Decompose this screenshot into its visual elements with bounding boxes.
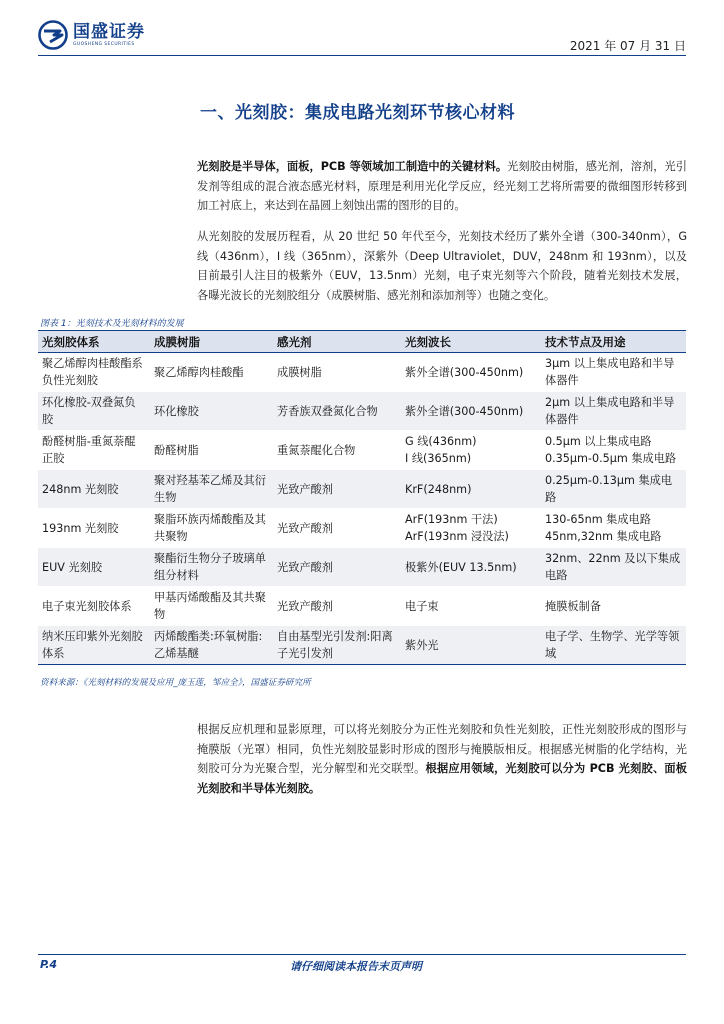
cell-resin: 丙烯酸酯类:环氧树脂:乙烯基醚 — [150, 626, 273, 665]
cell-system: 248nm 光刻胶 — [38, 470, 150, 509]
cell-system: 酚醛树脂-重氮萘醌正胶 — [38, 431, 150, 470]
page-header — [0, 0, 724, 60]
cell-system: EUV 光刻胶 — [38, 548, 150, 587]
table-source: 资料来源：《光刻材料的发展及应用_庞玉莲，邹应全》，国盛证券研究所 — [40, 678, 311, 688]
cell-node-usage: 2μm 以上集成电路和半导体器件 — [541, 392, 686, 431]
cell-wavelength: 紫外全谱(300-450nm) — [401, 392, 541, 431]
col-header-node-usage: 技术节点及用途 — [541, 331, 686, 353]
cell-node-usage: 0.5μm 以上集成电路 0.35μm-0.5μm 集成电路 — [541, 431, 686, 470]
cell-node-usage: 掩膜板制备 — [541, 587, 686, 626]
cell-system: 环化橡胶-双叠氮负胶 — [38, 392, 150, 431]
guosheng-logo-icon — [38, 20, 68, 50]
footer-divider — [38, 954, 686, 955]
col-header-sensitizer: 感光剂 — [273, 331, 401, 353]
cell-resin: 酚醛树脂 — [150, 431, 273, 470]
footer-disclaimer: 请仔细阅读本报告末页声明 — [290, 960, 422, 973]
table-row — [38, 470, 686, 509]
table-body — [38, 353, 686, 665]
cell-resin: 甲基丙烯酸酯及其共聚物 — [150, 587, 273, 626]
table-row — [38, 626, 686, 665]
cell-system: 193nm 光刻胶 — [38, 509, 150, 548]
intro-paragraph — [197, 157, 687, 216]
table-row — [38, 509, 686, 548]
header-divider — [38, 55, 686, 56]
classification-bold-conclusion: 根据应用领域，光刻胶可以分为 PCB 光刻胶、面板光刻胶和半导体光刻胶。 — [197, 762, 687, 795]
cell-sensitizer: 自由基型光引发剂:阳离子光引发剂 — [273, 626, 401, 665]
col-header-resin: 成膜树脂 — [150, 331, 273, 353]
page-number: P.4 — [40, 958, 58, 971]
logo-chinese-name: 国盛证券 — [73, 21, 145, 42]
col-header-system: 光刻胶体系 — [38, 331, 150, 353]
report-date: 2021 年 07 月 31 日 — [569, 39, 686, 53]
cell-wavelength: ArF(193nm 干法) ArF(193nm 浸没法) — [401, 509, 541, 548]
cell-node-usage: 3μm 以上集成电路和半导体器件 — [541, 353, 686, 392]
col-header-wavelength: 光刻波长 — [401, 331, 541, 353]
cell-node-usage: 130-65nm 集成电路 45nm,32nm 集成电路 — [541, 509, 686, 548]
cell-sensitizer: 芳香族双叠氮化合物 — [273, 392, 401, 431]
table-caption: 图表 1：光刻技术及光刻材料的发展 — [40, 319, 184, 329]
cell-system: 纳米压印紫外光刻胶体系 — [38, 626, 150, 665]
table-row — [38, 392, 686, 431]
cell-node-usage: 0.25μm-0.13μm 集成电路 — [541, 470, 686, 509]
cell-wavelength: 紫外光 — [401, 626, 541, 665]
table-row — [38, 353, 686, 392]
logo-english-name: GUOSHENG SECURITIES — [73, 41, 135, 47]
section-title: 一、光刻胶：集成电路光刻环节核心材料 — [200, 103, 515, 123]
cell-wavelength: 紫外全谱(300-450nm) — [401, 353, 541, 392]
cell-resin: 聚酯衍生物分子玻璃单组分材料 — [150, 548, 273, 587]
classification-paragraph — [197, 720, 687, 798]
cell-wavelength: 极紫外(EUV 13.5nm) — [401, 548, 541, 587]
cell-wavelength: KrF(248nm) — [401, 470, 541, 509]
classification-body-text: 根据反应机理和显影原理，可以将光刻胶分为正性光刻胶和负性光刻胶，正性光刻胶形成的图形与掩膜版（光罩）相同，负性光刻胶显影时形成的图形与掩膜版相反。根据感光树脂的化学结构，光刻胶可分为光聚合型，光分解型和光交联型。 — [197, 723, 687, 775]
cell-resin: 聚乙烯醇肉桂酸酯 — [150, 353, 273, 392]
cell-sensitizer: 光致产酸剂 — [273, 548, 401, 587]
cell-sensitizer: 成膜树脂 — [273, 353, 401, 392]
table-header-row — [38, 331, 686, 353]
cell-node-usage: 电子学、生物学、光学等领域 — [541, 626, 686, 665]
table-row — [38, 548, 686, 587]
history-paragraph: 从光刻胶的发展历程看，从 20 世纪 50 年代至今，光刻技术经历了紫外全谱（300-340nm），G 线（436nm），I 线（365nm），深紫外（Deep Ultraviolet，DUV，248nm 和 193nm），以及目前最引人注目的极紫外（EUV，13.5nm）光刻，电子束光刻等六个阶段，随着光刻技术发展，各曝光波长的光刻胶组分（成膜树脂、感光剂和添加剂等）也随之变化。 — [197, 230, 687, 302]
intro-bold-lead: 光刻胶是半导体，面板，PCB 等领域加工制造中的关键材料。 — [197, 160, 508, 173]
cell-sensitizer: 光致产酸剂 — [273, 509, 401, 548]
cell-node-usage: 32nm、22nm 及以下集成电路 — [541, 548, 686, 587]
cell-system: 聚乙烯醇肉桂酸酯系负性光刻胶 — [38, 353, 150, 392]
table-row — [38, 587, 686, 626]
lithography-table — [38, 330, 686, 665]
cell-resin: 环化橡胶 — [150, 392, 273, 431]
cell-resin: 聚对羟基苯乙烯及其衍生物 — [150, 470, 273, 509]
company-logo — [38, 20, 145, 50]
cell-resin: 聚脂环族丙烯酸酯及其共聚物 — [150, 509, 273, 548]
table-row — [38, 431, 686, 470]
cell-system: 电子束光刻胶体系 — [38, 587, 150, 626]
cell-sensitizer: 重氮萘醌化合物 — [273, 431, 401, 470]
cell-wavelength: 电子束 — [401, 587, 541, 626]
cell-sensitizer: 光致产酸剂 — [273, 470, 401, 509]
intro-body-text: 光刻胶由树脂，感光剂，溶剂，光引发剂等组成的混合液态感光材料，原理是利用光化学反应，经光刻工艺将所需要的微细图形转移到加工衬底上，来达到在晶圆上刻蚀出需的图形的目的。 — [197, 160, 687, 212]
cell-sensitizer: 光致产酸剂 — [273, 587, 401, 626]
cell-wavelength: G 线(436nm) I 线(365nm) — [401, 431, 541, 470]
